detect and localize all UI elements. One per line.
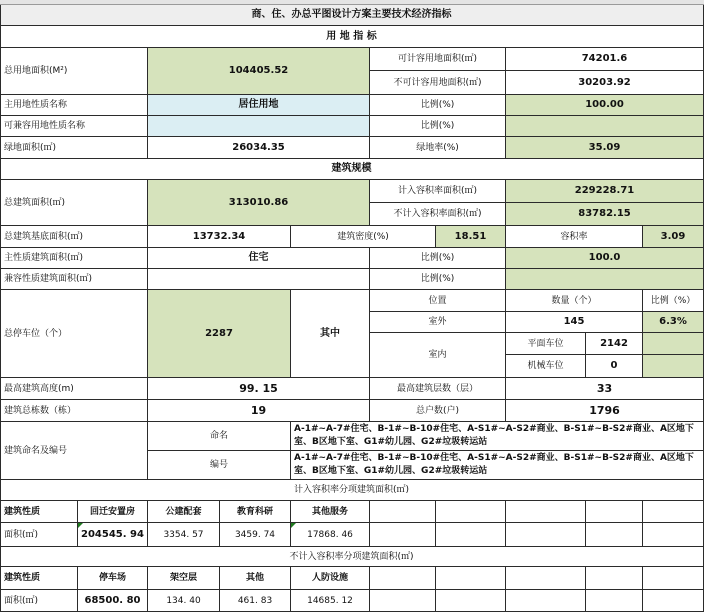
land-ratio-label: 比例(%) bbox=[370, 95, 506, 116]
total-building-area-label: 总建筑面积(㎡) bbox=[0, 180, 148, 226]
nonfar-header-empty[interactable] bbox=[586, 567, 643, 590]
total-land-area-value[interactable]: 104405.52 bbox=[148, 48, 370, 95]
nonfar-header-4: 人防设施 bbox=[291, 567, 370, 590]
nonfar-value-4[interactable]: 14685. 12 bbox=[291, 590, 370, 612]
section-nonfar-breakdown: 不计入容积率分项建筑面积(㎡) bbox=[0, 547, 704, 567]
nonfar-header-3: 其他 bbox=[220, 567, 291, 590]
compat-land-nature-label: 可兼容用地性质名称 bbox=[0, 116, 148, 137]
far-value-3[interactable]: 3459. 74 bbox=[220, 523, 291, 547]
main-building-area-value[interactable]: 住宅 bbox=[148, 248, 370, 269]
nonfar-value-empty[interactable] bbox=[436, 590, 506, 612]
compat-land-ratio-label: 比例(%) bbox=[370, 116, 506, 137]
nonfar-header-empty[interactable] bbox=[370, 567, 436, 590]
parking-quantity-header: 数量（个） bbox=[506, 290, 643, 312]
far-value-empty[interactable] bbox=[643, 523, 704, 547]
cell-note-marker bbox=[291, 523, 296, 528]
parking-mech-pct[interactable] bbox=[643, 355, 704, 378]
main-land-nature-label: 主用地性质名称 bbox=[0, 95, 148, 116]
far-area-label: 计入容积率面积(㎡) bbox=[370, 180, 506, 203]
parking-outdoor-qty[interactable]: 145 bbox=[506, 312, 643, 333]
far-value-1[interactable] bbox=[78, 523, 148, 547]
nonfar-area-row-label: 面积(㎡) bbox=[0, 590, 78, 612]
compat-building-ratio-label: 比例(%) bbox=[370, 269, 506, 290]
density-label: 建筑密度(%) bbox=[291, 226, 436, 248]
compat-building-area-label: 兼容性质建筑面积(㎡) bbox=[0, 269, 148, 290]
plot-ratio-value[interactable]: 3.09 bbox=[643, 226, 704, 248]
total-land-area-label: 总用地面积(M²) bbox=[0, 48, 148, 95]
section-land: 用 地 指 标 bbox=[0, 26, 704, 48]
nonfar-header-empty[interactable] bbox=[506, 567, 586, 590]
nonfar-header-empty[interactable] bbox=[643, 567, 704, 590]
green-area-label: 绿地面积(㎡) bbox=[0, 137, 148, 159]
calc-land-area-value[interactable]: 74201.6 bbox=[506, 48, 704, 71]
code-label: 编号 bbox=[148, 451, 291, 480]
building-count-value[interactable]: 19 bbox=[148, 400, 370, 422]
nonfar-header-empty[interactable] bbox=[436, 567, 506, 590]
max-floors-label: 最高建筑层数（层） bbox=[370, 378, 506, 400]
nonfar-nature-label: 建筑性质 bbox=[0, 567, 78, 590]
max-height-label: 最高建筑高度(m) bbox=[0, 378, 148, 400]
far-header-empty[interactable] bbox=[436, 501, 506, 523]
sheet-title: 商、住、办总平图设计方案主要技术经济指标 bbox=[0, 5, 704, 26]
far-header-empty[interactable] bbox=[370, 501, 436, 523]
name-value[interactable]: A-1#~A-7#住宅、B-1#~B-10#住宅、A-S1#~A-S2#商业、B-S1#~B-S2#商业、A区地下室、B区地下室、G1#幼儿园、G2#垃圾转运站 bbox=[291, 422, 704, 451]
max-floors-value[interactable]: 33 bbox=[506, 378, 704, 400]
parking-position-header: 位置 bbox=[370, 290, 506, 312]
base-area-label: 总建筑基底面积(㎡) bbox=[0, 226, 148, 248]
nonfar-value-empty[interactable] bbox=[370, 590, 436, 612]
plot-ratio-label: 容积率 bbox=[506, 226, 643, 248]
green-rate-label: 绿地率(%) bbox=[370, 137, 506, 159]
nonfar-value-2[interactable]: 134. 40 bbox=[148, 590, 220, 612]
households-value[interactable]: 1796 bbox=[506, 400, 704, 422]
nonfar-header-2: 架空层 bbox=[148, 567, 220, 590]
far-area-value[interactable]: 229228.71 bbox=[506, 180, 704, 203]
parking-among-label: 其中 bbox=[291, 290, 370, 378]
density-value[interactable]: 18.51 bbox=[436, 226, 506, 248]
parking-outdoor-pct[interactable]: 6.3% bbox=[643, 312, 704, 333]
main-land-nature-value[interactable]: 居住用地 bbox=[148, 95, 370, 116]
parking-flat-pct[interactable] bbox=[643, 333, 704, 355]
parking-total-label: 总停车位（个） bbox=[0, 290, 148, 378]
total-building-area-value[interactable]: 313010.86 bbox=[148, 180, 370, 226]
main-building-ratio-value[interactable]: 100.0 bbox=[506, 248, 704, 269]
far-value-empty[interactable] bbox=[506, 523, 586, 547]
nonfar-value-3[interactable]: 461. 83 bbox=[220, 590, 291, 612]
name-label: 命名 bbox=[148, 422, 291, 451]
parking-indoor-label: 室内 bbox=[370, 333, 506, 378]
cell-note-marker bbox=[78, 523, 83, 528]
green-area-value[interactable]: 26034.35 bbox=[148, 137, 370, 159]
noncalc-land-area-value[interactable]: 30203.92 bbox=[506, 71, 704, 95]
nonfar-area-label: 不计入容积率面积(㎡) bbox=[370, 203, 506, 226]
far-header-2: 公建配套 bbox=[148, 501, 220, 523]
far-header-empty[interactable] bbox=[643, 501, 704, 523]
compat-land-nature-value[interactable] bbox=[148, 116, 370, 137]
nonfar-area-value[interactable]: 83782.15 bbox=[506, 203, 704, 226]
nonfar-value-empty[interactable] bbox=[506, 590, 586, 612]
parking-flat-label: 平面车位 bbox=[506, 333, 586, 355]
land-ratio-value[interactable]: 100.00 bbox=[506, 95, 704, 116]
parking-flat-qty[interactable]: 2142 bbox=[586, 333, 643, 355]
compat-building-ratio-value[interactable] bbox=[506, 269, 704, 290]
nonfar-value-empty[interactable] bbox=[643, 590, 704, 612]
far-header-3: 教育科研 bbox=[220, 501, 291, 523]
parking-outdoor-label: 室外 bbox=[370, 312, 506, 333]
section-far-breakdown: 计入容积率分项建筑面积(㎡) bbox=[0, 480, 704, 501]
far-header-1: 回迁安置房 bbox=[78, 501, 148, 523]
naming-label: 建筑命名及编号 bbox=[0, 422, 148, 480]
far-header-4: 其他服务 bbox=[291, 501, 370, 523]
compat-building-area-value[interactable] bbox=[148, 269, 370, 290]
far-header-empty[interactable] bbox=[506, 501, 586, 523]
far-value-4[interactable] bbox=[291, 523, 370, 547]
parking-mech-qty[interactable]: 0 bbox=[586, 355, 643, 378]
base-area-value[interactable]: 13732.34 bbox=[148, 226, 291, 248]
far-value-2[interactable]: 3354. 57 bbox=[148, 523, 220, 547]
noncalc-land-area-label: 不可计容用地面积(㎡) bbox=[370, 71, 506, 95]
far-value-empty[interactable] bbox=[586, 523, 643, 547]
far-value-1-text: 204545. 94 bbox=[81, 528, 144, 540]
green-rate-value[interactable]: 35.09 bbox=[506, 137, 704, 159]
compat-land-ratio-value[interactable] bbox=[506, 116, 704, 137]
far-nature-label: 建筑性质 bbox=[0, 501, 78, 523]
code-value[interactable]: A-1#~A-7#住宅、B-1#~B-10#住宅、A-S1#~A-S2#商业、B-S1#~B-S2#商业、A区地下室、B区地下室、G1#幼儿园、G2#垃圾转运站 bbox=[291, 451, 704, 480]
building-count-label: 建筑总栋数（栋） bbox=[0, 400, 148, 422]
parking-percent-header: 比例（%） bbox=[643, 290, 704, 312]
section-building: 建筑规模 bbox=[0, 159, 704, 180]
nonfar-value-1[interactable]: 68500. 80 bbox=[78, 590, 148, 612]
max-height-value[interactable]: 99. 15 bbox=[148, 378, 370, 400]
far-value-empty[interactable] bbox=[436, 523, 506, 547]
nonfar-value-empty[interactable] bbox=[586, 590, 643, 612]
households-label: 总户数(户) bbox=[370, 400, 506, 422]
far-value-empty[interactable] bbox=[370, 523, 436, 547]
parking-mech-label: 机械车位 bbox=[506, 355, 586, 378]
main-building-area-label: 主性质建筑面积(㎡) bbox=[0, 248, 148, 269]
far-area-row-label: 面积(㎡) bbox=[0, 523, 78, 547]
far-header-empty[interactable] bbox=[586, 501, 643, 523]
main-building-ratio-label: 比例(%) bbox=[370, 248, 506, 269]
calc-land-area-label: 可计容用地面积(㎡) bbox=[370, 48, 506, 71]
parking-total-value[interactable]: 2287 bbox=[148, 290, 291, 378]
far-value-4-text: 17868. 46 bbox=[307, 529, 353, 540]
nonfar-header-1: 停车场 bbox=[78, 567, 148, 590]
